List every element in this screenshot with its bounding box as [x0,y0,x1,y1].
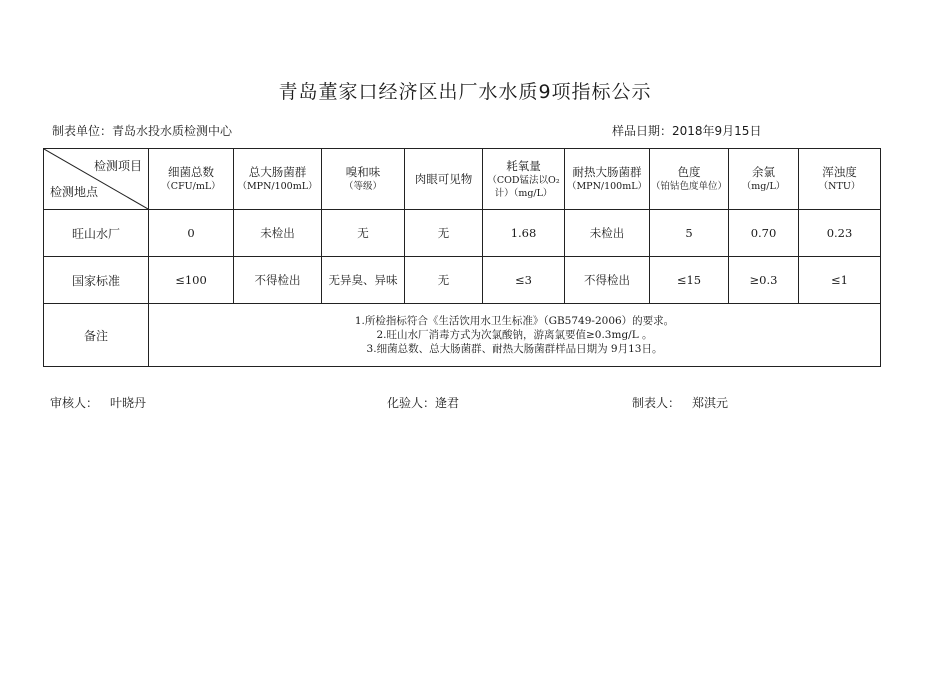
column-unit: （MPN/100mL） [237,181,318,192]
corner-place-label: 检测地点 [50,185,99,199]
column-header [483,149,565,210]
value-cell: 无 [322,210,405,257]
column-header [799,149,881,210]
value-cell: ≤1 [799,257,881,304]
value-cell: 未检出 [234,210,322,257]
remark-line: 2.旺山水厂消毒方式为次氯酸钠，游离氯要值≥0.3mg/L 。 [376,329,653,341]
reviewer-name: 叶晓丹 [110,396,147,410]
value-cell: 无异臭、异味 [322,257,405,304]
column-header [322,149,405,210]
remarks-cell [149,304,881,367]
reviewer-signature [50,394,146,411]
remarks-label: 备注 [44,304,149,367]
value-cell: 无 [405,210,483,257]
maker-name: 郑淇元 [692,396,729,410]
remarks-row [44,304,881,367]
tester-label: 化验人： [387,396,436,410]
value-cell: ≥0.3 [729,257,799,304]
corner-item-label: 检测项目 [93,159,142,173]
issuing-unit: 制表单位：青岛水投水质检测中心 [52,124,233,138]
remark-line: 3.细菌总数、总大肠菌群、耐热大肠菌群样品日期为 9月13日。 [366,343,663,355]
column-name: 细菌总数 [168,165,214,179]
value-cell: 1.68 [483,210,565,257]
water-quality-table [43,148,881,367]
value-cell: 无 [405,257,483,304]
sample-date: 样品日期：2018年9月15日 [612,124,762,138]
remark-line: 1.所检指标符合《生活饮用水卫生标准》（GB5749-2006）的要求。 [354,315,675,327]
column-unit: （MPN/100mL） [566,181,648,192]
column-unit: （mg/L） [741,181,786,192]
column-header [650,149,729,210]
column-unit: （铂钴色度单位） [650,181,727,192]
value-cell: 0 [149,210,234,257]
column-unit: （NTU） [818,181,861,192]
value-cell: 0.70 [729,210,799,257]
corner-header-cell [44,149,149,210]
value-cell: ≤15 [650,257,729,304]
column-header [405,149,483,210]
column-name: 耗氧量 [506,158,541,173]
column-header [729,149,799,210]
table-row [44,210,881,257]
reviewer-label: 审核人： [50,396,99,410]
column-unit: （COD锰法以O₂计）（mg/L） [487,174,560,199]
maker-label: 制表人： [632,396,681,410]
tester-signature [387,394,459,411]
value-cell: ≤3 [483,257,565,304]
table-row [44,257,881,304]
location-cell: 国家标准 [44,257,149,304]
column-header [149,149,234,210]
value-cell: 0.23 [799,210,881,257]
page-title: 青岛董家口经济区出厂水水质9项指标公示 [278,81,652,103]
column-name: 嗅和味 [345,165,381,179]
tester-name: 逄君 [435,396,460,410]
column-name: 耐热大肠菌群 [572,165,642,179]
column-unit: （等级） [343,181,382,192]
location-cell: 旺山水厂 [44,210,149,257]
value-cell: 不得检出 [565,257,650,304]
column-header [565,149,650,210]
value-cell: 不得检出 [234,257,322,304]
column-unit: （CFU/mL） [161,181,221,192]
column-header [234,149,322,210]
value-cell: 未检出 [565,210,650,257]
header-row [44,149,881,210]
column-name: 色度 [677,165,701,179]
value-cell: 5 [650,210,729,257]
column-name: 总大肠菌群 [248,165,307,179]
value-cell: ≤100 [149,257,234,304]
column-name: 余氯 [752,165,775,179]
column-name: 肉眼可见物 [414,171,473,186]
maker-signature [632,394,728,411]
column-name: 浑浊度 [822,165,857,179]
